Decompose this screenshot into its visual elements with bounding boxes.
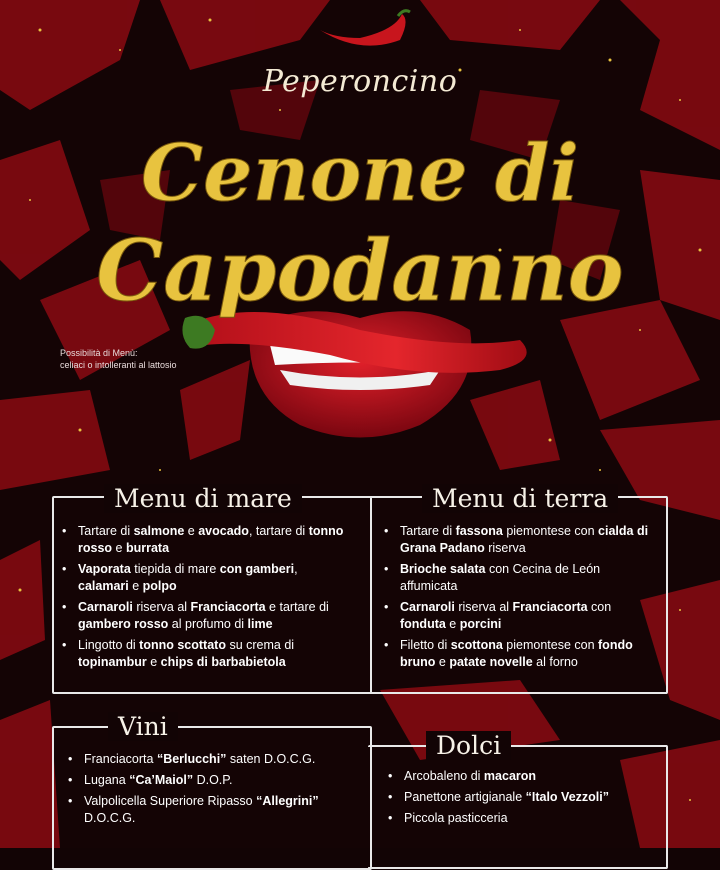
menu-item (386, 810, 656, 827)
menu-item-highlight: topinambur (78, 655, 147, 669)
menu-item-highlight: gambero rosso (78, 617, 169, 631)
menu-item-highlight: fondo bruno (400, 638, 633, 669)
menu-item-text: , tartare di (248, 524, 309, 538)
title-line-1: Cenone di (140, 128, 580, 219)
menu-item-text: riserva al (132, 600, 191, 614)
menu-item-text: D.O.P. (193, 773, 233, 787)
menu-item-highlight: tonno scottato (139, 638, 226, 652)
menu-item-text: Panettone artigianale (404, 790, 526, 804)
menu-item-highlight: fonduta (400, 617, 446, 631)
menu-item-text: , (294, 562, 298, 576)
menu-item (386, 768, 656, 785)
menu-item-text: Piccola pasticceria (404, 811, 508, 825)
dolci-list (386, 768, 656, 831)
menu-item-text: e (146, 655, 161, 669)
menu-item (66, 793, 356, 827)
menu-item-highlight: Franciacorta (512, 600, 588, 614)
menu-item-highlight: Carnaroli (78, 600, 133, 614)
menu-item-text: piemontese con (502, 638, 599, 652)
menu-item (382, 523, 657, 557)
menu-mare-list (60, 523, 350, 675)
menu-item-text: Franciacorta (84, 752, 157, 766)
menu-item (60, 523, 350, 557)
menu-item-text: e (435, 655, 450, 669)
main-title (0, 0, 720, 330)
menu-item-highlight: chips di barbabietola (160, 655, 286, 669)
allergy-note (60, 347, 177, 371)
menu-item-highlight: “Italo Vezzoli” (525, 790, 609, 804)
menu-mare-title: Menu di mare (104, 484, 302, 513)
menu-item (382, 637, 657, 671)
menu-item-text: riserva (484, 541, 526, 555)
menu-item-text: su crema di (225, 638, 295, 652)
allergy-note-line-2: celiaci o intolleranti al lattosio (60, 360, 177, 370)
menu-item-highlight: polpo (142, 579, 177, 593)
menu-item-text: D.O.C.G. (84, 811, 136, 825)
menu-item-highlight: tonno rosso (78, 524, 344, 555)
menu-item-highlight: Brioche salata (400, 562, 486, 576)
menu-item-highlight: “Ca’Maiol” (129, 773, 194, 787)
menu-item-text: Lugana (84, 773, 130, 787)
menu-item-highlight: Vaporata (78, 562, 131, 576)
menu-item-highlight: avocado (198, 524, 249, 538)
menu-item-text: riserva al (454, 600, 513, 614)
menu-item-text: con (587, 600, 612, 614)
menu-item-highlight: “Berlucchi” (156, 752, 227, 766)
menu-item-text: Filetto di (400, 638, 451, 652)
menu-item-text: Tartare di (400, 524, 456, 538)
menu-item-text: Valpolicella Superiore Ripasso (84, 794, 257, 808)
menu-item-text: al forno (532, 655, 578, 669)
menu-item-text: al profumo di (168, 617, 248, 631)
menu-item-text: Arcobaleno di (404, 769, 484, 783)
menu-item-highlight: patate novelle (449, 655, 533, 669)
title-line-2: Capodanno (96, 221, 624, 320)
menu-terra-list (382, 523, 657, 675)
menu-item-highlight: fassona (455, 524, 503, 538)
menu-item-highlight: cialda di Grana Padano (400, 524, 649, 555)
vini-list (66, 751, 356, 831)
menu-item (386, 789, 656, 806)
menu-item-text: Lingotto di (78, 638, 140, 652)
menu-item-highlight: salmone (133, 524, 185, 538)
menu-item (382, 599, 657, 633)
menu-item-text: e (112, 541, 126, 555)
brand-logo-text: Peperoncino (262, 64, 458, 99)
menu-item-text: e (445, 617, 460, 631)
menu-item (66, 751, 356, 768)
menu-item-highlight: lime (247, 617, 273, 631)
menu-item-text: Tartare di (78, 524, 134, 538)
menu-item-highlight: con gamberi (219, 562, 295, 576)
menu-item-highlight: calamari (78, 579, 129, 593)
vini-title: Vini (108, 712, 178, 741)
menu-item (60, 599, 350, 633)
menu-item-highlight: “Allegrini” (256, 794, 319, 808)
menu-item-text: saten D.O.C.G. (226, 752, 316, 766)
menu-item-text: e tartare di (265, 600, 329, 614)
menu-item (60, 561, 350, 595)
menu-item-highlight: scottona (450, 638, 503, 652)
allergy-note-line-1: Possibilità di Menù: (60, 348, 138, 358)
dolci-title: Dolci (426, 731, 511, 760)
menu-item-highlight: burrata (125, 541, 170, 555)
menu-item-highlight: macaron (483, 769, 537, 783)
menu-item-highlight: Carnaroli (400, 600, 455, 614)
menu-item-text: piemontese con (502, 524, 599, 538)
menu-item-text: tiepida di mare (130, 562, 220, 576)
menu-item-text: con Cecina de León affumicata (400, 562, 601, 593)
menu-item (382, 561, 657, 595)
menu-item-highlight: porcini (459, 617, 502, 631)
menu-item-highlight: Franciacorta (190, 600, 266, 614)
menu-item-text: e (128, 579, 143, 593)
menu-item (60, 637, 350, 671)
menu-item-text: e (184, 524, 199, 538)
menu-terra-title: Menu di terra (422, 484, 618, 513)
menu-item (66, 772, 356, 789)
